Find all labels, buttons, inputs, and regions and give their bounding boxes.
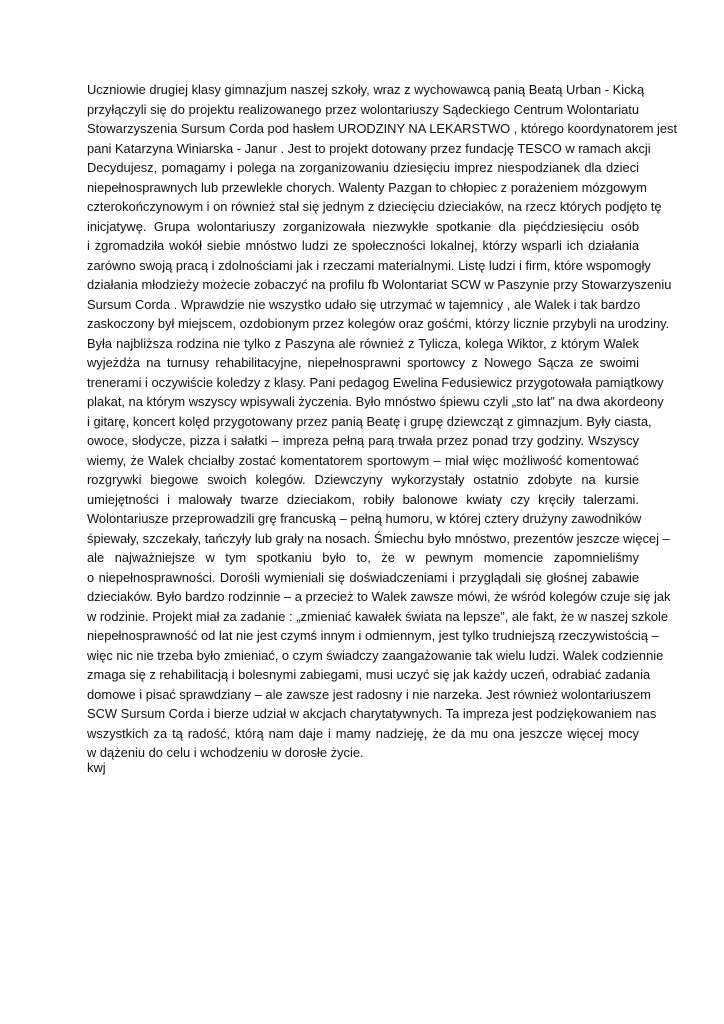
- text-line: w dążeniu do celu i wchodzeniu w dorosłe życie.: [87, 745, 364, 760]
- text-line: Sursum Corda . Wprawdzie nie wszystko udało się utrzymać w tajemnicy , ale Walek i tak bardzo: [87, 296, 641, 312]
- text-line: działania młodzieży możecie zobaczyć na profilu fb Wolontariat SCW w Paszynie przy Stowarzyszeniu: [87, 277, 672, 292]
- text-line: owoce, słodycze, pizza i sałatki – impreza pełną parą trwała przez ponad trzy godziny. Wszyscy: [87, 433, 639, 448]
- text-line: SCW Sursum Corda i bierze udział w akcjach charytatywnych. Ta impreza jest podziękowaniem nas: [87, 706, 657, 721]
- text-line: dzieciaków. Było bardzo rodzinnie – a przecież to Walek zawsze mówi, że wśród kolegów czuje się jak: [87, 589, 671, 604]
- text-line: więc nic nie trzeba było zmieniać, o czym świadczy zaangażowanie tak wielu ludzi. Walek codziennie: [87, 647, 664, 663]
- text-line: pani Katarzyna Winiarska - Janur . Jest to projekt dotowany przez fundację TESCO w ramach akcji: [87, 140, 651, 156]
- text-line: wyjeżdża na turnusy rehabilitacyjne, niepełnosprawni sportowcy z Nowego Sącza ze swoimi: [87, 355, 639, 370]
- text-line: Była najbliższa rodzina nie tylko z Paszyna ale również z Tylicza, kolega Wiktor, z którym Walek: [87, 335, 639, 351]
- text-line: i gitarę, koncert kolęd przygotowany przez panią Beatę i grupę dziewcząt z gimnazjum. Były ciasta,: [87, 413, 652, 429]
- text-line: czterokończynowym i on również stał się jednym z dziecięciu dzieciaków, na rzecz których podjęto tę: [87, 199, 662, 214]
- author-signature: kwj: [87, 760, 106, 775]
- article-body: [87, 80, 678, 763]
- text-line: ale najważniejsze w tym spotkaniu było to, że w pewnym momencie zapomnieliśmy: [87, 550, 639, 565]
- text-line: wszystkich za tą radość, którą nam daje i mamy nadzieję, że da mu ona jeszcze więcej mocy: [87, 725, 639, 741]
- text-line: Wolontariusze przeprowadzili grę francuską – pełną humoru, w której cztery drużyny zawodników: [87, 511, 642, 526]
- text-line: śpiewały, szczekały, tańczyły lub grały na nosach. Śmiechu było mnóstwo, prezentów jeszcze więcej –: [87, 530, 670, 546]
- text-line: Decydujesz, pomagamy i polega na zorganizowaniu dziesięciu imprez niespodzianek dla dzieci: [87, 160, 639, 175]
- text-line: w rodzinie. Projekt miał za zadanie : „zmieniać kawałek świata na lepsze”, ale fakt, że w naszej szkole: [87, 608, 669, 624]
- text-line: niepełnosprawność od lat nie jest czymś innym i odmiennym, jest tylko trudniejszą rzeczywistością –: [87, 628, 659, 643]
- text-line: domowe i pisać sprawdziany – ale zawsze jest radosny i nie narzeka. Jest również wolontariuszem: [87, 686, 651, 702]
- text-line: zaskoczony był miejscem, ozdobionym przez kolegów oraz gośćmi, którzy licznie przybyli na urodziny.: [87, 316, 670, 331]
- text-line: umiejętności i malowały twarze dzieciakom, robiły balonowe kwiaty czy kręciły talerzami.: [87, 491, 639, 507]
- text-line: i zgromadziła wokół siebie mnóstwo ludzi ze społeczności lokalnej, którzy wsparli ich działania: [87, 238, 639, 253]
- text-line: przyłączyli się do projektu realizowanego przez wolontariuszy Sądeckiego Centrum Wolontariatu: [87, 101, 639, 117]
- text-line: wiemy, że Walek chciałby zostać komentatorem sportowym – miał więc możliwość komentować: [87, 452, 639, 468]
- text-line: inicjatywę. Grupa wolontariuszy zorganizowała niezwykłe spotkanie dla pięćdziesięciu osób: [87, 218, 639, 234]
- text-line: plakat, na którym wszyscy wpisywali życzenia. Było mnóstwo śpiewu czyli „sto lat” na dwa akordeony: [87, 394, 664, 409]
- text-line: trenerami i oczywiście koledzy z klasy. Pani pedagog Ewelina Fedusiewicz przygotowała pamiątkowy: [87, 374, 664, 390]
- text-line: rozgrywki biegowe swoich kolegów. Dziewczyny wykorzystały ostatnio zdobyte na kursie: [87, 472, 639, 487]
- text-line: zmaga się z rehabilitacją i bolesnymi zabiegami, musi uczyć się jak każdy uczeń, odrabiać zadania: [87, 667, 651, 682]
- text-line: o niepełnosprawności. Dorośli wymieniali się doświadczeniami i przyglądali się głośnej zabawie: [87, 569, 639, 585]
- text-line: Stowarzyszenia Sursum Corda pod hasłem URODZINY NA LEKARSTWO , którego koordynatorem jest: [87, 121, 678, 136]
- text-line: niepełnosprawnych lub przewlekle chorych. Walenty Pazgan to chłopiec z porażeniem mózgowym: [87, 179, 647, 195]
- text-line: Uczniowie drugiej klasy gimnazjum naszej szkoły, wraz z wychowawcą panią Beatą Urban - Kicką: [87, 82, 645, 97]
- text-line: zarówno swoją pracą i zdolnościami jak i rzeczami materialnymi. Listę ludzi i firm, które wspomogły: [87, 257, 651, 273]
